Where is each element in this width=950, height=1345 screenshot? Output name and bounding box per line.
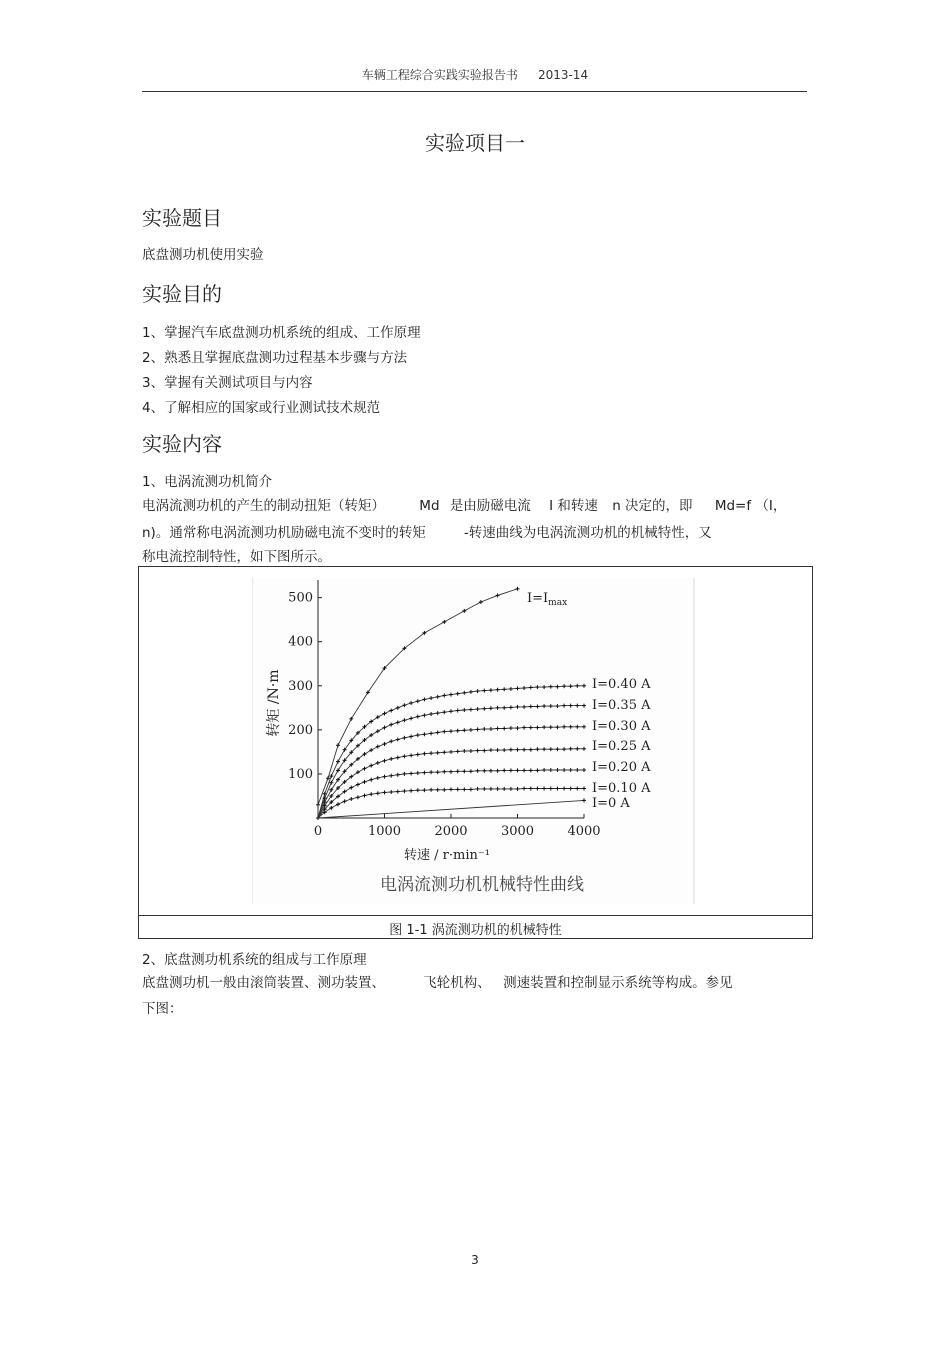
- y-tick-label: 500: [288, 590, 313, 606]
- purpose-item-4: 4、了解相应的国家或行业测试技术规范: [142, 400, 381, 416]
- para1-text-f: Md=f （I，: [714, 498, 787, 514]
- series-label: I=0.25 A: [592, 739, 651, 754]
- section-heading-content: 实验内容: [142, 432, 222, 456]
- header-rule: [142, 91, 807, 92]
- x-tick-label: 4000: [567, 824, 601, 839]
- series-label: I=0 A: [592, 796, 630, 811]
- series-label-subscript: max: [548, 598, 568, 608]
- para1-text-c: 是由励磁电流: [449, 498, 531, 514]
- purpose-item-2: 2、熟悉且掌握底盘测功过程基本步骤与方法: [142, 350, 408, 366]
- para1-text-b: Md: [419, 498, 440, 514]
- para2-text-b: 飞轮机构、: [423, 975, 491, 991]
- para2-text-a: 底盘测功机一般由滚筒装置、测功装置、: [142, 975, 385, 991]
- purpose-item-1: 1、掌握汽车底盘测功机系统的组成、工作原理: [142, 325, 421, 341]
- figure-chart: [252, 578, 695, 904]
- paragraph-1-line-3: 称电流控制特性，如下图所示。: [142, 549, 331, 565]
- page-number: 3: [471, 1253, 479, 1267]
- header-year: 2013-14: [537, 68, 589, 82]
- series-label: I=0.10 A: [592, 781, 651, 796]
- chart-y-axis-label: 转矩 /N·m: [266, 669, 282, 737]
- purpose-item-3: 3、掌握有关测试项目与内容: [142, 375, 313, 391]
- x-tick-label: 3000: [500, 824, 535, 839]
- para1-text-d: I 和转速: [549, 498, 598, 514]
- y-tick-label: 400: [288, 634, 313, 650]
- paragraph-1-line-2: [142, 521, 712, 541]
- para2-text-c: 测速装置和控制显示系统等构成。参见: [503, 975, 733, 991]
- topic-text: 底盘测功机使用实验: [142, 247, 264, 263]
- para1-text-g: n)。通常称电涡流测功机励磁电流不变时的转矩: [142, 525, 426, 541]
- y-tick-label: 200: [288, 722, 313, 738]
- y-tick-label: 300: [288, 678, 313, 694]
- characteristic-chart: [252, 578, 695, 904]
- x-tick-label: 1000: [367, 824, 402, 839]
- header-title: 车辆工程综合实践实验报告书: [361, 68, 518, 82]
- y-tick-label: 100: [288, 766, 313, 782]
- x-tick-label: 0: [313, 824, 323, 839]
- page-header: [0, 66, 950, 83]
- series-label: I=0.40 A: [592, 677, 651, 692]
- para1-text-a: 电涡流测功机的产生的制动扭矩（转矩）: [142, 498, 385, 514]
- para1-text-h: -转速曲线为电涡流测功机的机械特性，又: [463, 525, 712, 541]
- chart-x-axis-label: 转速 / r·min⁻¹: [404, 848, 490, 863]
- series-label: I=0.35 A: [592, 698, 651, 713]
- paragraph-2-line-2: 下图：: [142, 1001, 183, 1017]
- section-heading-purpose: 实验目的: [142, 282, 222, 306]
- figure-caption: 图 1-1 涡流测功机的机械特性: [389, 923, 562, 938]
- para1-text-e: n 决定的，即: [612, 498, 693, 514]
- caption-divider: [138, 915, 813, 916]
- series-label: I=0.20 A: [592, 760, 651, 775]
- series-label: $I=I_{max}$: [527, 591, 568, 608]
- series-label: I=0.30 A: [592, 719, 651, 734]
- page-title: 实验项目一: [425, 131, 525, 155]
- paragraph-2-line-1: [142, 971, 733, 991]
- section-heading-topic: 实验题目: [142, 206, 222, 230]
- chart-title: 电涡流测功机机械特性曲线: [380, 875, 584, 895]
- content-subheading-2: 2、底盘测功机系统的组成与工作原理: [142, 952, 367, 968]
- paragraph-1-line-1: [142, 494, 786, 514]
- x-tick-label: 2000: [434, 824, 468, 839]
- content-subheading-1: 1、电涡流测功机简介: [142, 474, 273, 490]
